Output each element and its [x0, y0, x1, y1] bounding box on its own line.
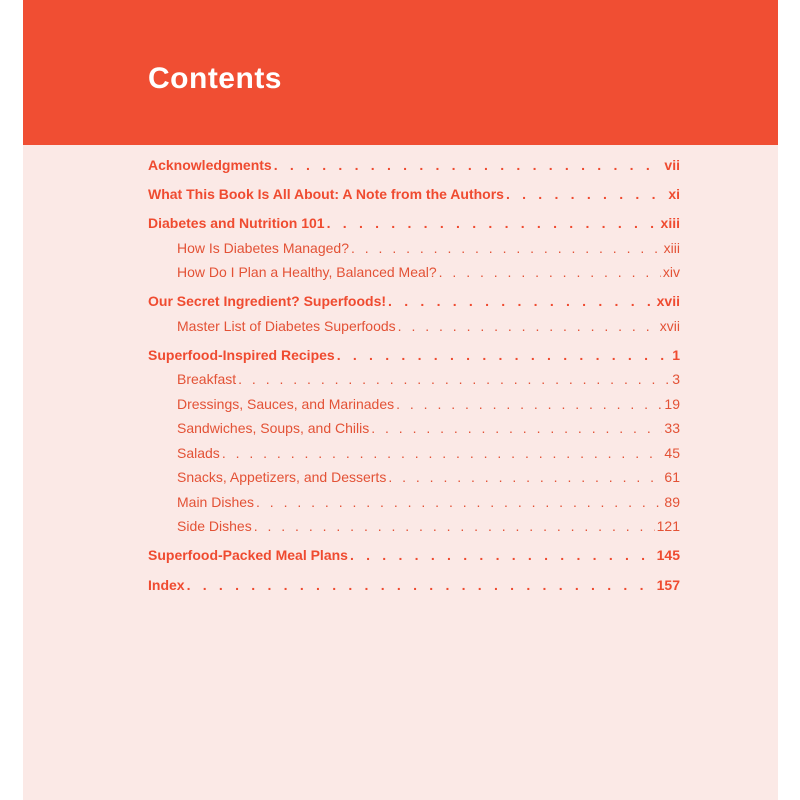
toc-page-number: xiii: [663, 239, 680, 256]
toc-page-number: 19: [664, 395, 680, 412]
toc-entry-label: Main Dishes: [177, 493, 255, 510]
toc-section-entry: [148, 518, 680, 543]
toc-entry-label: How Is Diabetes Managed?: [177, 239, 349, 256]
dot-leader: [256, 494, 662, 510]
dot-leader: [327, 215, 659, 231]
toc-section-entry: [148, 318, 680, 343]
toc-entry-label: What This Book Is All About: A Note from the Authors: [148, 186, 504, 203]
toc-entry-label: Diabetes and Nutrition 101: [148, 215, 325, 232]
toc-chapter-entry: [148, 293, 680, 318]
toc-entry-label: Superfood-Packed Meal Plans: [148, 547, 348, 564]
dot-leader: [388, 469, 662, 485]
toc-section-entry: [148, 494, 680, 519]
toc-page-number: xvii: [659, 317, 680, 334]
toc-entry-label: Dressings, Sauces, and Marinades: [177, 395, 395, 412]
dot-leader: [254, 518, 655, 534]
toc-page-number: 1: [672, 346, 680, 363]
dot-leader: [187, 577, 655, 593]
toc-page-number: 89: [664, 493, 680, 510]
toc-chapter-entry: [148, 577, 680, 602]
toc-entry-label: Side Dishes: [177, 518, 252, 535]
toc-section-entry: [148, 469, 680, 494]
toc-page-number: 33: [664, 420, 680, 437]
toc-page-number: 157: [656, 576, 680, 593]
page-title: Contents: [148, 62, 282, 95]
toc-entry-label: Master List of Diabetes Superfoods: [177, 317, 396, 334]
toc-entry-label: Snacks, Appetizers, and Desserts: [177, 469, 387, 486]
table-of-contents: [148, 157, 680, 601]
dot-leader: [350, 547, 655, 563]
toc-section-entry: [148, 371, 680, 396]
toc-section-entry: [148, 264, 680, 289]
toc-chapter-entry: [148, 215, 680, 240]
toc-entry-label: How Do I Plan a Healthy, Balanced Meal?: [177, 264, 437, 281]
toc-chapter-entry: [148, 347, 680, 372]
toc-entry-label: Acknowledgments: [148, 157, 272, 173]
toc-entry-label: Salads: [177, 444, 220, 461]
dot-leader: [396, 396, 662, 412]
toc-page-number: vii: [664, 157, 680, 173]
toc-page-number: xvii: [656, 293, 680, 310]
toc-section-entry: [148, 445, 680, 470]
toc-page-number: xiv: [662, 264, 680, 281]
dot-leader: [351, 240, 662, 256]
dot-leader: [274, 157, 663, 173]
toc-chapter-entry: [148, 186, 680, 211]
toc-page-number: 45: [664, 444, 680, 461]
toc-entry-label: Superfood-Inspired Recipes: [148, 346, 335, 363]
contents-header-band: [23, 0, 778, 145]
toc-entry-label: Our Secret Ingredient? Superfoods!: [148, 293, 387, 310]
dot-leader: [238, 371, 670, 387]
dot-leader: [506, 186, 666, 202]
toc-page-number: 145: [656, 547, 680, 564]
dot-leader: [439, 264, 661, 280]
toc-section-entry: [148, 396, 680, 421]
toc-chapter-entry: [148, 547, 680, 572]
toc-page-number: xi: [668, 186, 680, 203]
dot-leader: [371, 420, 662, 436]
toc-chapter-entry: [148, 157, 680, 182]
toc-page-number: 61: [664, 469, 680, 486]
toc-section-entry: [148, 240, 680, 265]
book-page: [23, 0, 778, 800]
toc-entry-label: Sandwiches, Soups, and Chilis: [177, 420, 370, 437]
dot-leader: [337, 347, 671, 363]
toc-entry-label: Breakfast: [177, 371, 237, 388]
toc-page-number: 3: [672, 371, 680, 388]
dot-leader: [398, 318, 658, 334]
toc-entry-label: Index: [148, 576, 185, 593]
toc-section-entry: [148, 420, 680, 445]
toc-page-number: xiii: [660, 215, 680, 232]
toc-page-number: 121: [656, 518, 680, 535]
dot-leader: [222, 445, 663, 461]
dot-leader: [388, 293, 655, 309]
